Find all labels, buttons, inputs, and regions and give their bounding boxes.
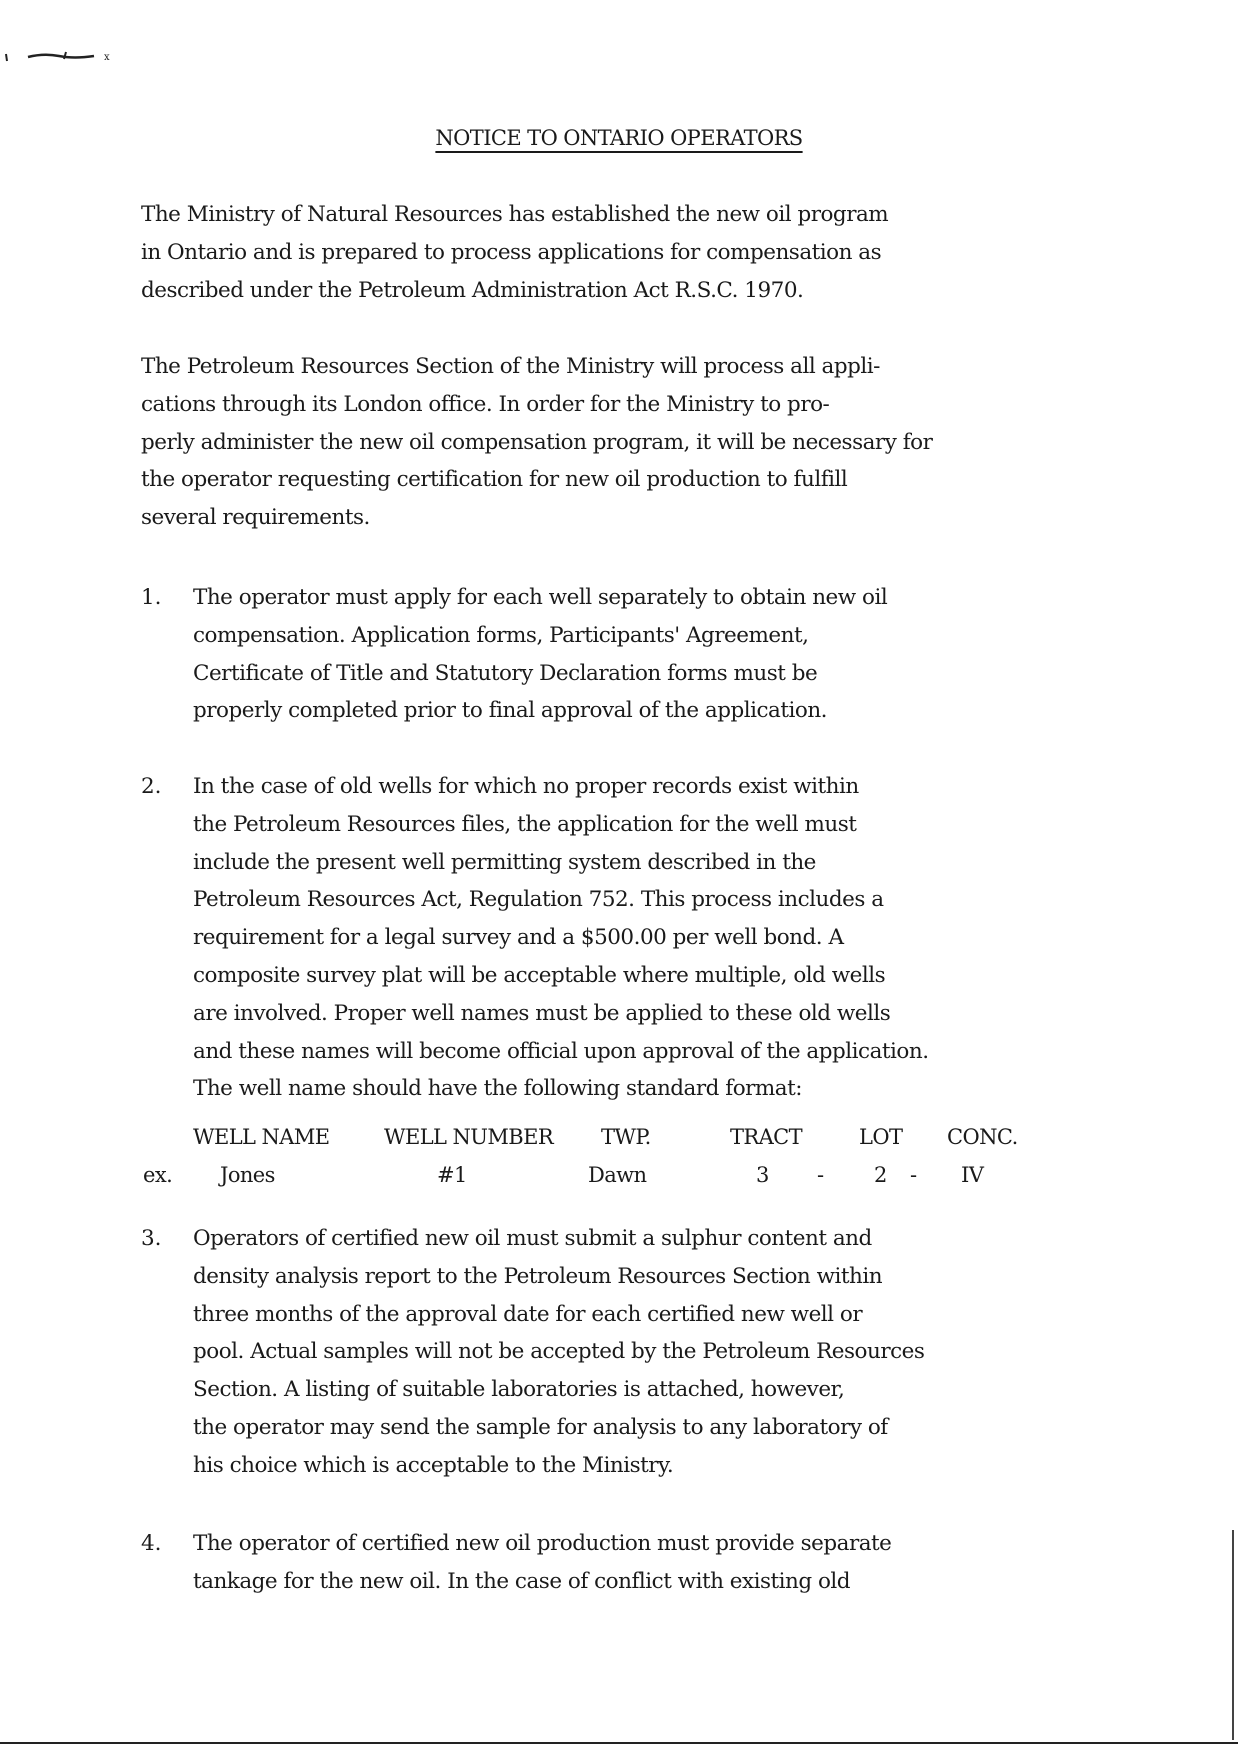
item-number: 2.	[141, 774, 162, 799]
header-lot: LOT	[859, 1125, 903, 1149]
text-line: his choice which is acceptable to the Ministry.	[193, 1452, 674, 1478]
example-tract: 3	[756, 1163, 769, 1187]
text-line: The Ministry of Natural Resources has established the new oil program	[141, 202, 889, 227]
text-line: Certificate of Title and Statutory Declaration forms must be	[193, 660, 818, 686]
header-well-number: WELL NUMBER	[384, 1125, 554, 1149]
text-line: the operator may send the sample for analysis to any laboratory of	[193, 1414, 888, 1440]
text-line: density analysis report to the Petroleum Resources Section within	[193, 1263, 883, 1289]
handwritten-mark	[4, 50, 114, 64]
text-line: The Petroleum Resources Section of the Ministry will process all appli-	[141, 354, 880, 379]
well-format-header-row	[141, 1122, 1141, 1154]
item-number: 3.	[141, 1226, 162, 1251]
intro-paragraph-2	[141, 348, 1221, 537]
text-line: properly completed prior to final approval of the application.	[193, 698, 828, 724]
item-number: 4.	[141, 1531, 162, 1556]
example-conc: IV	[961, 1163, 984, 1187]
item-text	[193, 1220, 924, 1485]
text-line: in Ontario and is prepared to process applications for compensation as	[141, 239, 882, 265]
intro-paragraph-1	[141, 196, 1221, 309]
header-conc: CONC.	[947, 1125, 1018, 1149]
text-line: Petroleum Resources Act, Regulation 752. This process includes a	[193, 887, 884, 913]
item-text	[193, 1525, 891, 1601]
text-line: Section. A listing of suitable laboratories is attached, however,	[193, 1377, 845, 1403]
text-line: several requirements.	[141, 505, 370, 531]
text-line: In the case of old wells for which no proper records exist within	[193, 774, 859, 799]
example-twp: Dawn	[588, 1163, 647, 1187]
text-line: tankage for the new oil. In the case of conflict with existing old	[193, 1568, 851, 1594]
well-format-table	[141, 1122, 1141, 1192]
page-title: NOTICE TO ONTARIO OPERATORS	[435, 126, 803, 150]
example-dash: -	[910, 1163, 917, 1187]
svg-text:x: x	[104, 52, 110, 63]
text-line: are involved. Proper well names must be applied to these old wells	[193, 1000, 891, 1026]
text-line: requirement for a legal survey and a $500.00 per well bond. A	[193, 925, 844, 951]
item-text	[193, 579, 887, 730]
item-number: 1.	[141, 585, 162, 610]
text-line: the operator requesting certification for new oil production to fulfill	[141, 467, 848, 493]
example-label: ex.	[143, 1163, 173, 1187]
text-line: composite survey plat will be acceptable where multiple, old wells	[193, 962, 886, 988]
text-line: three months of the approval date for each certified new well or	[193, 1301, 863, 1327]
header-well-name: WELL NAME	[193, 1125, 330, 1149]
header-twp: TWP.	[601, 1125, 651, 1149]
header-tract: TRACT	[730, 1125, 803, 1149]
example-dash: -	[817, 1163, 824, 1187]
well-format-example-row	[141, 1160, 1141, 1192]
text-line: The operator must apply for each well separately to obtain new oil	[193, 585, 888, 610]
text-line: The well name should have the following standard format:	[193, 1076, 803, 1102]
text-line: cations through its London office. In order for the Ministry to pro-	[141, 391, 830, 417]
text-line: The operator of certified new oil production must provide separate	[193, 1531, 892, 1556]
text-line: described under the Petroleum Administration Act R.S.C. 1970.	[141, 277, 804, 303]
example-well-number: #1	[437, 1163, 467, 1187]
example-lot: 2	[874, 1163, 887, 1187]
text-line: and these names will become official upon approval of the application.	[193, 1038, 929, 1064]
item-text	[193, 768, 929, 1108]
text-line: include the present well permitting system described in the	[193, 849, 816, 875]
scan-bottom-edge	[0, 1742, 1238, 1744]
text-line: the Petroleum Resources files, the application for the well must	[193, 811, 857, 837]
text-line: compensation. Application forms, Participants' Agreement,	[193, 622, 809, 648]
example-well-name: Jones	[220, 1163, 275, 1187]
text-line: pool. Actual samples will not be accepted by the Petroleum Resources	[193, 1339, 925, 1365]
scan-right-edge	[1232, 1530, 1234, 1740]
text-line: perly administer the new oil compensation program, it will be necessary for	[141, 429, 933, 455]
text-line: Operators of certified new oil must submit a sulphur content and	[193, 1226, 872, 1251]
